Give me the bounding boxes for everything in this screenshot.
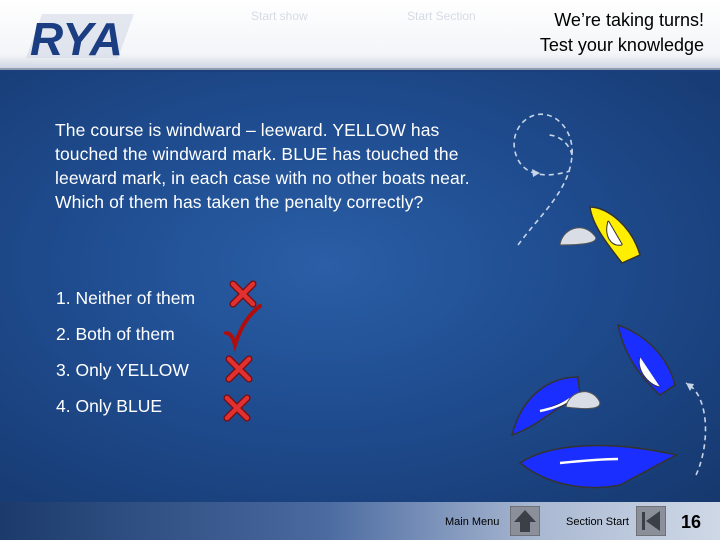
wrong-mark-icon <box>222 393 252 423</box>
answer-3[interactable]: 3. Only YELLOW <box>56 360 189 380</box>
correct-check-icon <box>222 303 262 351</box>
title-line-2: Test your knowledge <box>539 35 704 55</box>
start-show-link[interactable]: Start show <box>251 9 308 23</box>
answer-1[interactable]: 1. Neither of them <box>56 288 196 308</box>
windward-mark-icon <box>560 228 596 245</box>
page-title <box>540 8 704 58</box>
main-menu-label[interactable]: Main Menu <box>445 516 500 528</box>
section-start-label[interactable]: Section Start <box>566 516 629 528</box>
title-line-1: We’re taking turns! <box>554 10 704 30</box>
footer-nav <box>0 502 720 540</box>
answer-4[interactable]: 4. Only BLUE <box>56 396 163 416</box>
answer-2[interactable]: 2. Both of them <box>56 324 175 344</box>
windward-track <box>514 114 572 245</box>
question-text: The course is windward – leeward. YELLOW has touched the windward mark. BLUE has touched the leeward mark, in each case with no other boats near. Which of them has taken the penalty correctly? <box>55 120 470 212</box>
track-arrow-icon <box>532 169 540 177</box>
back-to-start-icon[interactable] <box>636 506 666 536</box>
page-number: 16 <box>681 512 702 532</box>
header <box>0 0 720 70</box>
logo-text: RYA <box>30 13 123 64</box>
leeward-track <box>686 383 705 475</box>
wrong-mark-icon <box>224 354 254 384</box>
rya-logo <box>22 8 140 64</box>
start-section-link[interactable]: Start Section <box>407 9 476 23</box>
blue-boat-icon <box>618 325 675 395</box>
blue-boat-icon <box>520 446 676 488</box>
course-diagram <box>500 95 720 505</box>
home-icon[interactable] <box>510 506 540 536</box>
